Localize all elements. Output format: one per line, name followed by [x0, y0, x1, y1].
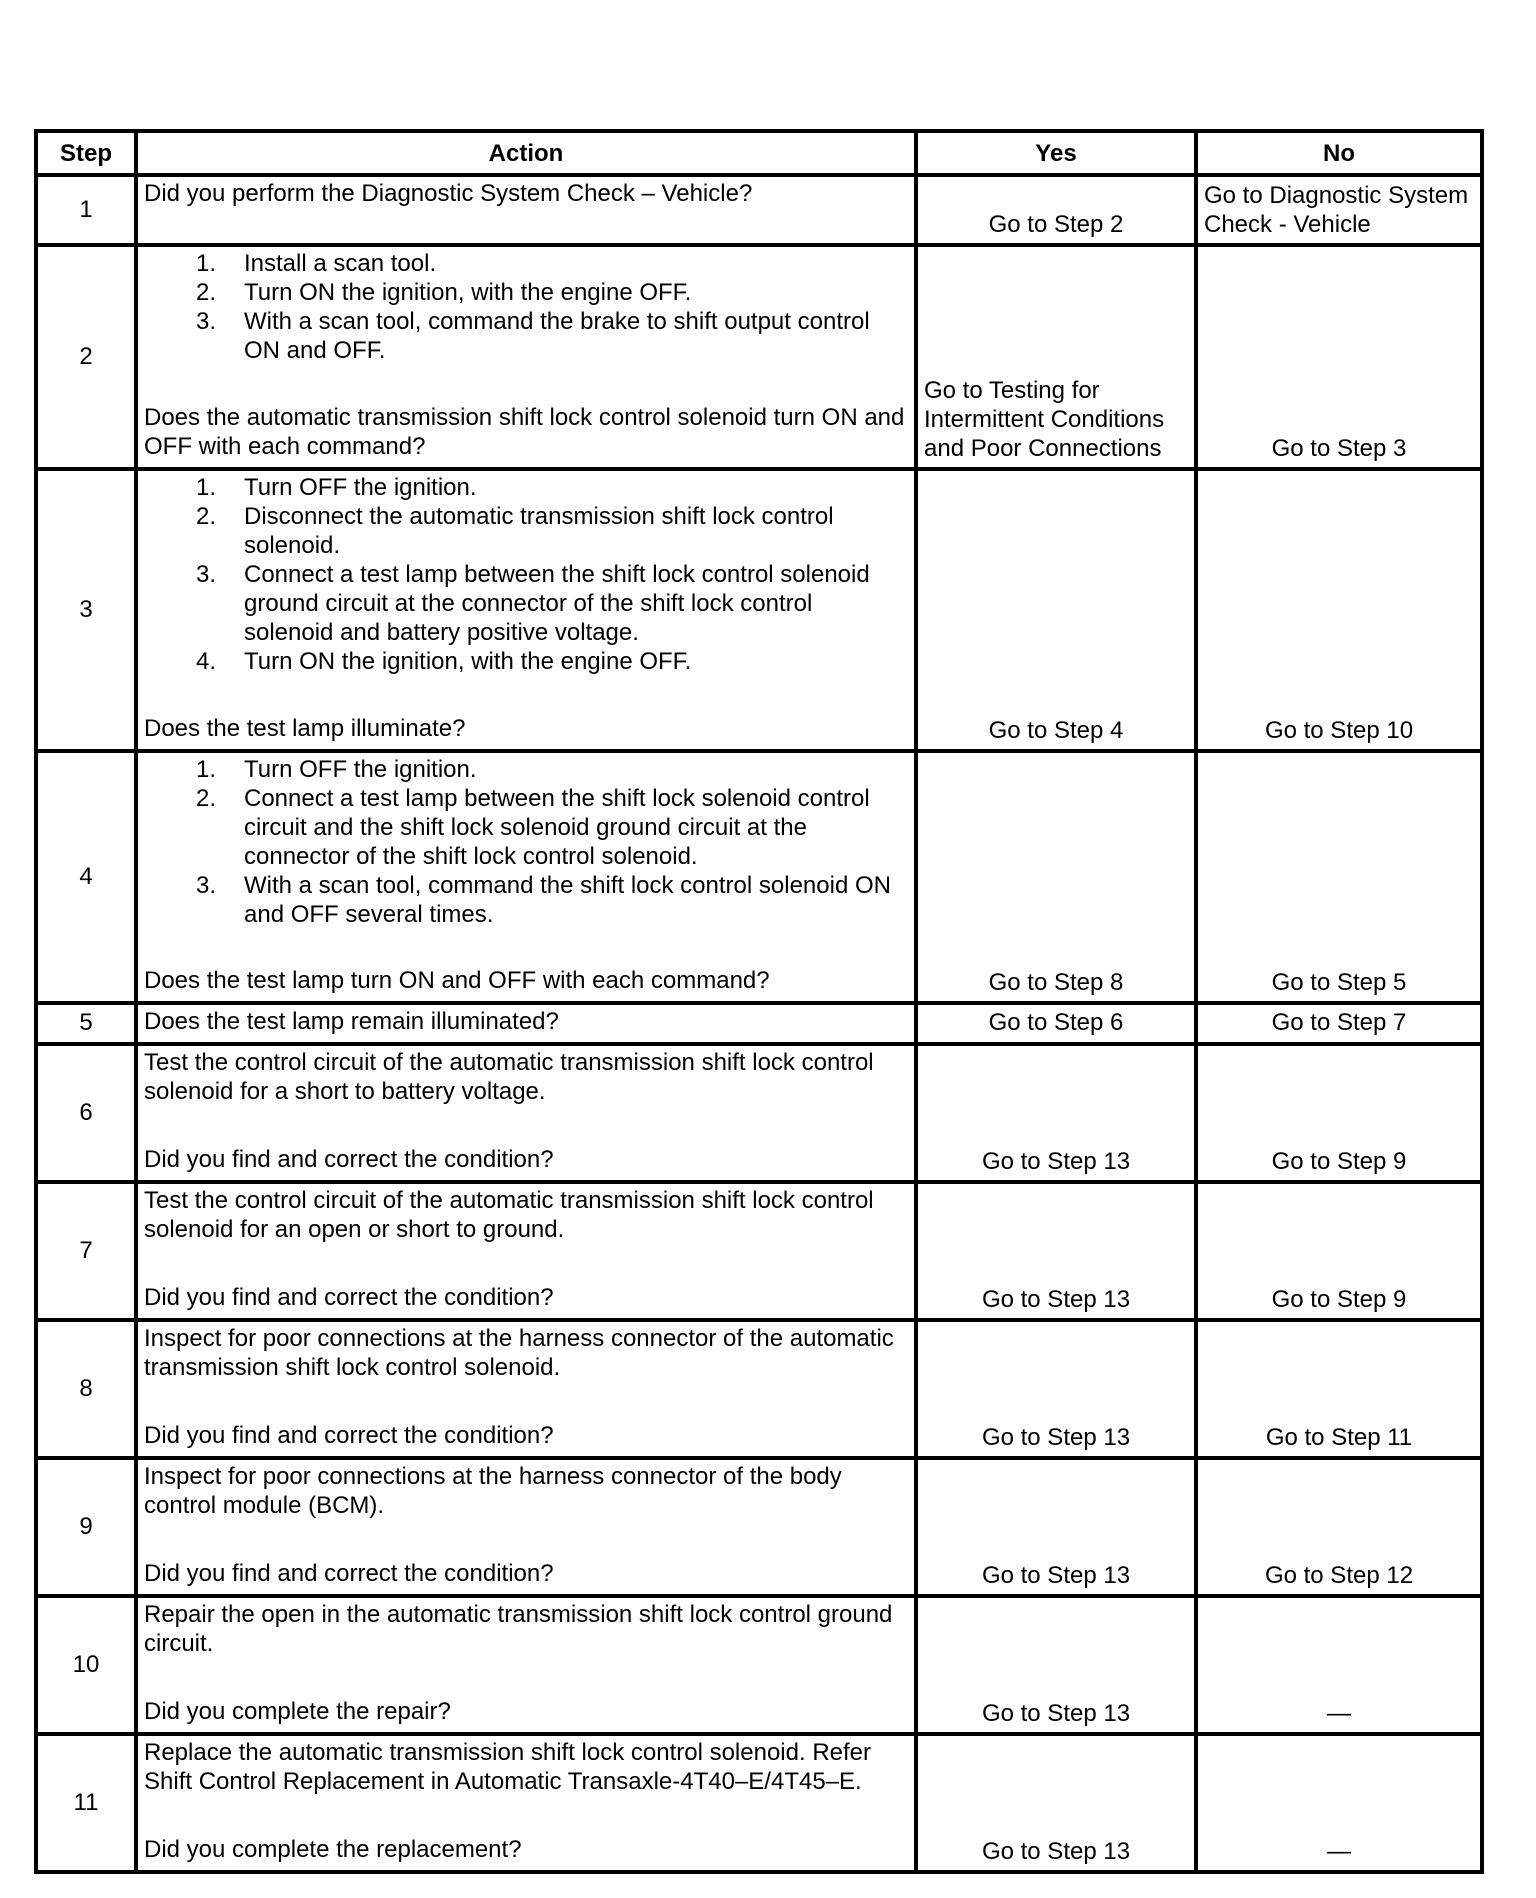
action-instructions [144, 249, 908, 365]
no-result: Go to Step 11 [1196, 1320, 1482, 1458]
no-result: Go to Diagnostic System Check - Vehicle [1196, 175, 1482, 245]
action-cell [136, 1182, 916, 1320]
header-yes: Yes [916, 131, 1196, 175]
step-number: 8 [36, 1320, 136, 1458]
action-cell [136, 751, 916, 1003]
yes-result: Go to Step 13 [916, 1044, 1196, 1182]
action-cell [136, 1734, 916, 1872]
action-step-item: Connect a test lamp between the shift lock solenoid control circuit and the shift lock solenoid ground circuit at the connector of the shift lock control solenoid. [244, 785, 870, 870]
step-number: 5 [36, 1003, 136, 1044]
action-cell [136, 175, 916, 245]
yes-result: Go to Step 13 [916, 1458, 1196, 1596]
header-no: No [1196, 131, 1482, 175]
action-question: Did you complete the replacement? [144, 1836, 522, 1863]
action-instructions [144, 473, 908, 676]
action-content [144, 1600, 908, 1726]
action-steps-list [144, 473, 908, 676]
action-question: Did you perform the Diagnostic System Check – Vehicle? [144, 180, 753, 207]
action-question: Did you complete the repair? [144, 1698, 451, 1725]
diagnostic-table [34, 129, 1484, 1874]
table-row [36, 175, 1482, 245]
action-instructions [144, 1462, 908, 1520]
action-question: Does the test lamp remain illuminated? [144, 1008, 559, 1035]
action-cell [136, 1458, 916, 1596]
table-row [36, 1734, 1482, 1872]
action-question: Did you find and correct the condition? [144, 1284, 554, 1311]
step-number: 4 [36, 751, 136, 1003]
action-instructions [144, 1324, 908, 1382]
action-steps-list [144, 249, 908, 365]
action-content [144, 755, 908, 995]
action-content [144, 1324, 908, 1450]
action-step-item: With a scan tool, command the brake to shift output control ON and OFF. [244, 308, 870, 364]
no-result: Go to Step 7 [1196, 1003, 1482, 1044]
no-result: Go to Step 9 [1196, 1044, 1482, 1182]
action-step-item: Install a scan tool. [244, 250, 437, 277]
table-row [36, 245, 1482, 469]
action-cell [136, 245, 916, 469]
action-content [144, 179, 908, 208]
action-content [144, 1186, 908, 1312]
table-row [36, 751, 1482, 1003]
action-cell [136, 1596, 916, 1734]
action-instructions [144, 755, 908, 929]
action-description: Replace the automatic transmission shift lock control solenoid. Refer Shift Control Replacement in Automatic Transaxle-4T40–E/4T45–E. [144, 1739, 872, 1795]
table-row [36, 469, 1482, 751]
action-instructions [144, 1186, 908, 1244]
action-description: Test the control circuit of the automatic transmission shift lock control solenoid for a short to battery voltage. [144, 1049, 874, 1105]
action-description: Test the control circuit of the automatic transmission shift lock control solenoid for an open or short to ground. [144, 1187, 874, 1243]
action-cell [136, 1044, 916, 1182]
no-result: Go to Step 12 [1196, 1458, 1482, 1596]
table-row [36, 1596, 1482, 1734]
action-step-item: Turn ON the ignition, with the engine OFF. [244, 648, 692, 675]
header-step: Step [36, 131, 136, 175]
action-instructions [144, 1048, 908, 1106]
yes-result: Go to Step 13 [916, 1320, 1196, 1458]
action-step-item: Turn ON the ignition, with the engine OFF. [244, 279, 692, 306]
step-number: 11 [36, 1734, 136, 1872]
action-content [144, 473, 908, 743]
header-row [36, 131, 1482, 175]
yes-result: Go to Step 13 [916, 1182, 1196, 1320]
no-result: Go to Step 3 [1196, 245, 1482, 469]
table-row [36, 1182, 1482, 1320]
yes-result: Go to Testing for Intermittent Conditions and Poor Connections [916, 245, 1196, 469]
action-content [144, 1462, 908, 1588]
step-number: 6 [36, 1044, 136, 1182]
action-content [144, 1048, 908, 1174]
yes-result: Go to Step 13 [916, 1734, 1196, 1872]
action-content [144, 249, 908, 461]
yes-result: Go to Step 6 [916, 1003, 1196, 1044]
step-number: 2 [36, 245, 136, 469]
table-row [36, 1003, 1482, 1044]
action-question: Did you find and correct the condition? [144, 1422, 554, 1449]
action-step-item: With a scan tool, command the shift lock control solenoid ON and OFF several times. [244, 872, 891, 928]
action-instructions [144, 1738, 908, 1796]
action-question: Does the automatic transmission shift lock control solenoid turn ON and OFF with each command? [144, 404, 905, 460]
table-row [36, 1458, 1482, 1596]
no-result: — [1196, 1734, 1482, 1872]
action-question: Does the test lamp turn ON and OFF with each command? [144, 967, 770, 994]
action-question: Did you find and correct the condition? [144, 1560, 554, 1587]
header-action: Action [136, 131, 916, 175]
table-body [36, 175, 1482, 1872]
action-step-item: Disconnect the automatic transmission shift lock control solenoid. [244, 503, 834, 559]
no-result: — [1196, 1596, 1482, 1734]
action-content [144, 1007, 908, 1036]
step-number: 1 [36, 175, 136, 245]
action-cell [136, 469, 916, 751]
action-cell [136, 1320, 916, 1458]
step-number: 10 [36, 1596, 136, 1734]
action-steps-list [144, 755, 908, 929]
table-row [36, 1320, 1482, 1458]
action-instructions [144, 1600, 908, 1658]
no-result: Go to Step 10 [1196, 469, 1482, 751]
action-cell [136, 1003, 916, 1044]
no-result: Go to Step 5 [1196, 751, 1482, 1003]
action-description: Inspect for poor connections at the harness connector of the body control module (BCM). [144, 1463, 842, 1519]
table-row [36, 1044, 1482, 1182]
action-description: Inspect for poor connections at the harness connector of the automatic transmission shift lock control solenoid. [144, 1325, 894, 1381]
action-question: Does the test lamp illuminate? [144, 715, 466, 742]
action-content [144, 1738, 908, 1864]
step-number: 3 [36, 469, 136, 751]
action-description: Repair the open in the automatic transmission shift lock control ground circuit. [144, 1601, 893, 1657]
action-step-item: Turn OFF the ignition. [244, 756, 477, 783]
yes-result: Go to Step 13 [916, 1596, 1196, 1734]
action-question: Did you find and correct the condition? [144, 1146, 554, 1173]
yes-result: Go to Step 4 [916, 469, 1196, 751]
yes-result: Go to Step 8 [916, 751, 1196, 1003]
action-step-item: Connect a test lamp between the shift lock control solenoid ground circuit at the connector of the shift lock control solenoid and battery positive voltage. [244, 561, 870, 646]
no-result: Go to Step 9 [1196, 1182, 1482, 1320]
yes-result: Go to Step 2 [916, 175, 1196, 245]
action-step-item: Turn OFF the ignition. [244, 474, 477, 501]
step-number: 7 [36, 1182, 136, 1320]
step-number: 9 [36, 1458, 136, 1596]
